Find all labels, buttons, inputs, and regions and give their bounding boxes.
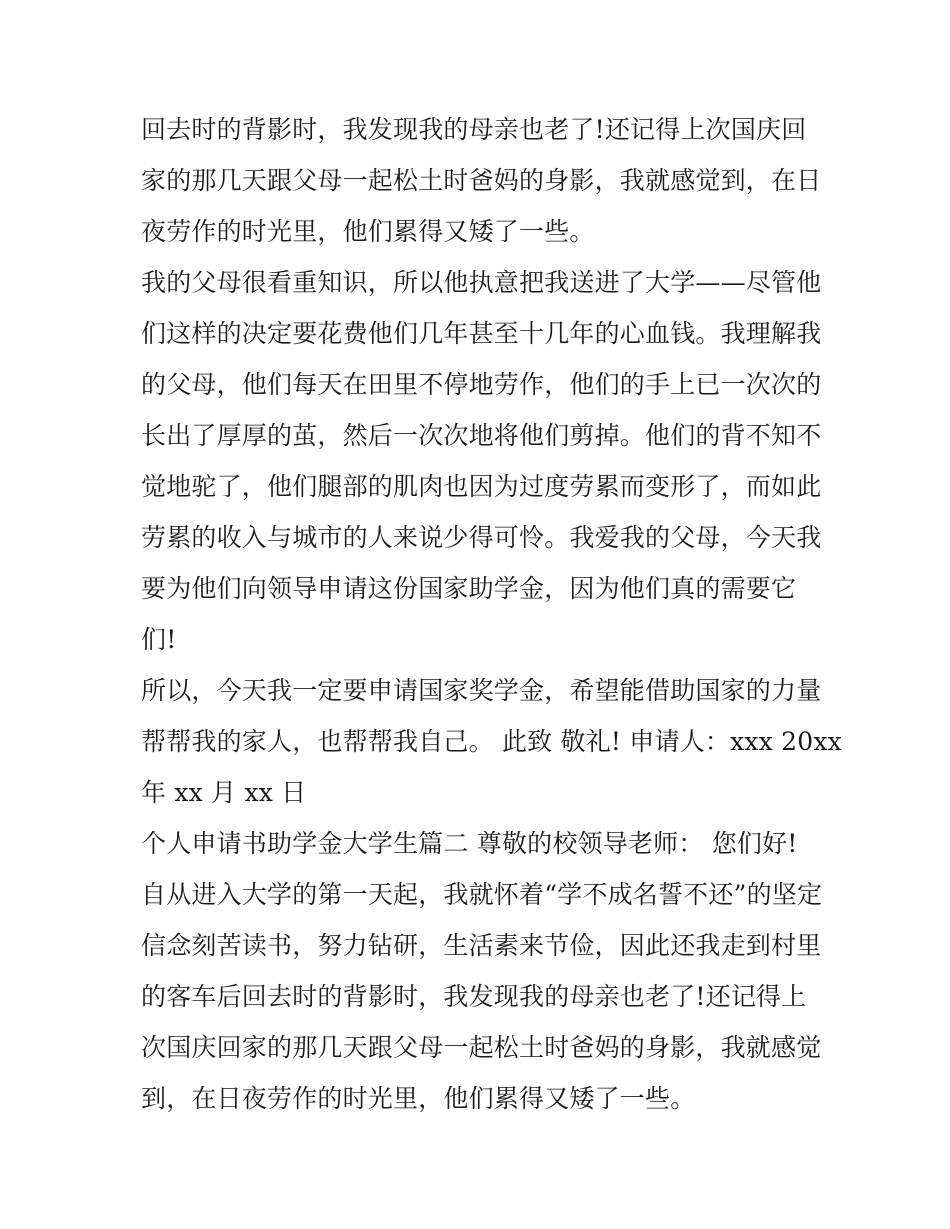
text-line: 个人申请书助学金大学生篇二 尊敬的校领导老师： 您们好! <box>141 829 798 858</box>
text-line: 夜劳作的时光里，他们累得又矮了一些。 <box>141 217 595 246</box>
text-line: 帮帮我的家人，也帮帮我自己。 此致 敬礼! 申请人：xxx 20xx <box>141 727 842 756</box>
text-line: 要为他们向领导申请这份国家助学金，因为他们真的需要它 <box>141 574 797 603</box>
text-line: 的客车后回去时的背影时，我发现我的母亲也老了!还记得上 <box>141 982 807 1011</box>
text-line: 家的那几天跟父母一起松土时爸妈的身影，我就感觉到，在日 <box>141 166 822 195</box>
text-line: 们! <box>141 625 177 654</box>
text-line: 我的父母很看重知识，所以他执意把我送进了大学——尽管他 <box>141 268 822 297</box>
text-line: 劳累的收入与城市的人来说少得可怜。我爱我的父母，今天我 <box>141 523 822 552</box>
text-line: 长出了厚厚的茧，然后一次次地将他们剪掉。他们的背不知不 <box>141 421 822 450</box>
text-line: 们这样的决定要花费他们几年甚至十几年的心血钱。我理解我 <box>141 319 822 348</box>
text-line: 的父母，他们每天在田里不停地劳作，他们的手上已一次次的 <box>141 370 822 399</box>
text-line: 信念刻苦读书，努力钻研，生活素来节俭，因此还我走到村里 <box>141 931 822 960</box>
text-line: 年 xx 月 xx 日 <box>141 778 307 807</box>
text-line: 回去时的背影时，我发现我的母亲也老了!还记得上次国庆回 <box>141 115 807 144</box>
text-line: 自从进入大学的第一天起，我就怀着“学不成名誓不还”的坚定 <box>141 880 823 909</box>
text-line: 次国庆回家的那几天跟父母一起松土时爸妈的身影，我就感觉 <box>141 1033 822 1062</box>
text-line: 所以，今天我一定要申请国家奖学金，希望能借助国家的力量 <box>141 676 822 705</box>
document-body <box>141 104 842 1124</box>
text-line: 觉地驼了，他们腿部的肌肉也因为过度劳累而变形了，而如此 <box>141 472 822 501</box>
text-line: 到，在日夜劳作的时光里，他们累得又矮了一些。 <box>141 1084 696 1113</box>
